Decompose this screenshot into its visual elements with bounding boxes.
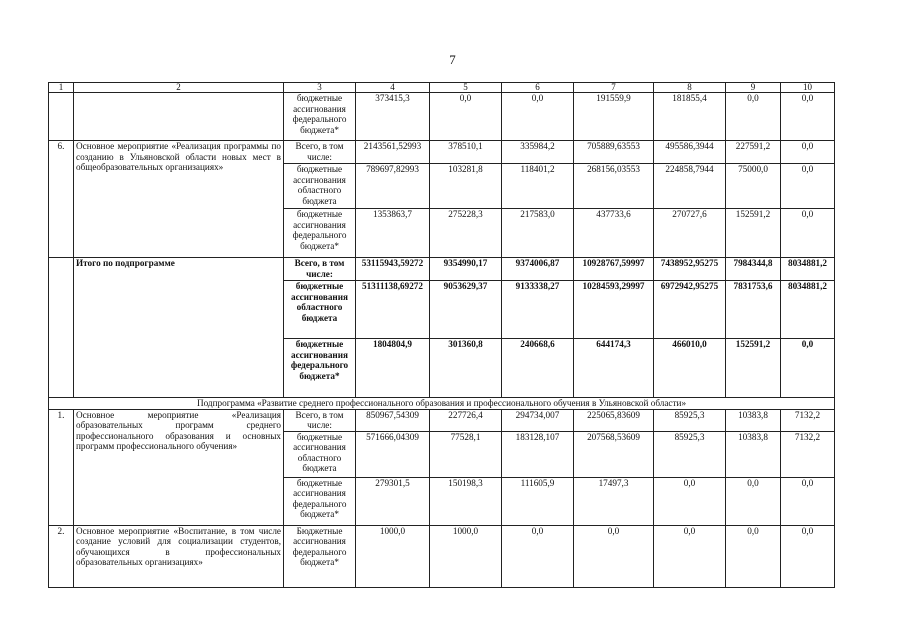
value-cell: 2143561,52993 [356,141,430,164]
value-cell: 9053629,37 [430,281,502,339]
value-cell: 495586,3944 [654,141,726,164]
source-cell: бюджетные ассигнования федерального бюджета* [284,339,356,398]
value-cell: 294734,007 [502,409,574,431]
value-cell: 373415,3 [356,93,430,141]
value-cell: 789697,82993 [356,164,430,209]
header-cell: 9 [726,83,781,93]
value-cell: 191559,9 [574,93,654,141]
value-cell: 437733,6 [574,209,654,258]
value-cell: 0,0 [781,209,835,258]
source-cell: бюджетные ассигнования федерального бюджета* [284,93,356,141]
value-cell: 571666,04309 [356,431,430,477]
value-cell: 118401,2 [502,164,574,209]
value-cell: 103281,8 [430,164,502,209]
value-cell: 7132,2 [781,431,835,477]
header-cell: 4 [356,83,430,93]
value-cell: 0,0 [781,339,835,398]
value-cell: 0,0 [781,477,835,525]
table-row [49,409,835,431]
value-cell: 466010,0 [654,339,726,398]
index-cell: 1. [49,409,74,525]
value-cell: 705889,63553 [574,141,654,164]
source-cell: бюджетные ассигнования областного бюджета [284,281,356,339]
value-cell: 111605,9 [502,477,574,525]
value-cell: 227591,2 [726,141,781,164]
value-cell: 644174,3 [574,339,654,398]
value-cell: 7831753,6 [726,281,781,339]
value-cell: 301360,8 [430,339,502,398]
value-cell: 8034881,2 [781,281,835,339]
header-cell: 2 [74,83,284,93]
value-cell: 17497,3 [574,477,654,525]
value-cell: 0,0 [726,477,781,525]
value-cell: 0,0 [654,477,726,525]
page-number: 7 [449,52,456,67]
value-cell: 85925,3 [654,409,726,431]
value-cell: 279301,5 [356,477,430,525]
value-cell: 7984344,8 [726,258,781,281]
value-cell: 207568,53609 [574,431,654,477]
value-cell: 1804804,9 [356,339,430,398]
source-cell: бюджетные ассигнования федерального бюджета* [284,477,356,525]
source-cell: бюджетные ассигнования областного бюджета [284,164,356,209]
value-cell: 1353863,7 [356,209,430,258]
value-cell: 7132,2 [781,409,835,431]
name-cell: Основное мероприятие «Воспитание, в том числе создание условий для социализации студентов, обучающихся в профессиональных образовательных организациях» [74,525,284,587]
value-cell: 10383,8 [726,409,781,431]
value-cell: 10383,8 [726,431,781,477]
value-cell: 9374006,87 [502,258,574,281]
source-cell: Всего, в том числе: [284,141,356,164]
table-row [49,93,835,141]
name-cell: Основное мероприятие «Реализация программы по созданию в Ульяновской области новых мест в общеобразовательных организациях» [74,141,284,258]
value-cell: 850967,54309 [356,409,430,431]
value-cell: 270727,6 [654,209,726,258]
value-cell: 227726,4 [430,409,502,431]
value-cell: 224858,7944 [654,164,726,209]
value-cell: 183128,107 [502,431,574,477]
header-cell: 7 [574,83,654,93]
index-cell: 6. [49,141,74,258]
index-cell: 2. [49,525,74,587]
value-cell: 0,0 [574,525,654,587]
value-cell: 0,0 [654,525,726,587]
value-cell: 378510,1 [430,141,502,164]
value-cell: 8034881,2 [781,258,835,281]
value-cell: 85925,3 [654,431,726,477]
value-cell: 268156,03553 [574,164,654,209]
value-cell: 0,0 [502,525,574,587]
name-cell [74,93,284,141]
value-cell: 0,0 [781,164,835,209]
value-cell: 1000,0 [356,525,430,587]
section-title: Подпрограмма «Развитие среднего профессионального образования и профессионального обучения в Ульяновской области» [49,398,835,410]
source-cell: бюджетные ассигнования областного бюджета [284,431,356,477]
value-cell: 0,0 [502,93,574,141]
value-cell: 150198,3 [430,477,502,525]
value-cell: 0,0 [430,93,502,141]
name-cell: Основное мероприятие «Реализация образовательных программ среднего профессионального образования и основных программ профессионального обучения» [74,409,284,525]
name-cell: Итого по подпрограмме [74,258,284,398]
source-cell: Всего, в том числе: [284,258,356,281]
value-cell: 7438952,95275 [654,258,726,281]
table-row [49,525,835,587]
header-cell: 3 [284,83,356,93]
value-cell: 335984,2 [502,141,574,164]
value-cell: 0,0 [781,141,835,164]
value-cell: 75000,0 [726,164,781,209]
table-row [49,398,835,410]
header-cell: 8 [654,83,726,93]
value-cell: 10928767,59997 [574,258,654,281]
value-cell: 51311138,69272 [356,281,430,339]
table-row [49,258,835,281]
source-cell: Бюджетные ассигнования федерального бюджета* [284,525,356,587]
value-cell: 0,0 [726,93,781,141]
budget-table [48,82,835,588]
header-cell: 1 [49,83,74,93]
value-cell: 1000,0 [430,525,502,587]
value-cell: 6972942,95275 [654,281,726,339]
index-cell [49,258,74,398]
value-cell: 9354990,17 [430,258,502,281]
value-cell: 53115943,59272 [356,258,430,281]
value-cell: 9133338,27 [502,281,574,339]
value-cell: 10284593,29997 [574,281,654,339]
table-row [49,141,835,164]
value-cell: 0,0 [726,525,781,587]
header-cell: 10 [781,83,835,93]
header-cell: 5 [430,83,502,93]
value-cell: 240668,6 [502,339,574,398]
value-cell: 152591,2 [726,339,781,398]
value-cell: 77528,1 [430,431,502,477]
value-cell: 0,0 [781,525,835,587]
source-cell: бюджетные ассигнования федерального бюджета* [284,209,356,258]
value-cell: 0,0 [781,93,835,141]
index-cell [49,93,74,141]
header-cell: 6 [502,83,574,93]
header-row [49,83,835,93]
value-cell: 152591,2 [726,209,781,258]
source-cell: Всего, в том числе: [284,409,356,431]
value-cell: 217583,0 [502,209,574,258]
value-cell: 275228,3 [430,209,502,258]
value-cell: 181855,4 [654,93,726,141]
value-cell: 225065,83609 [574,409,654,431]
